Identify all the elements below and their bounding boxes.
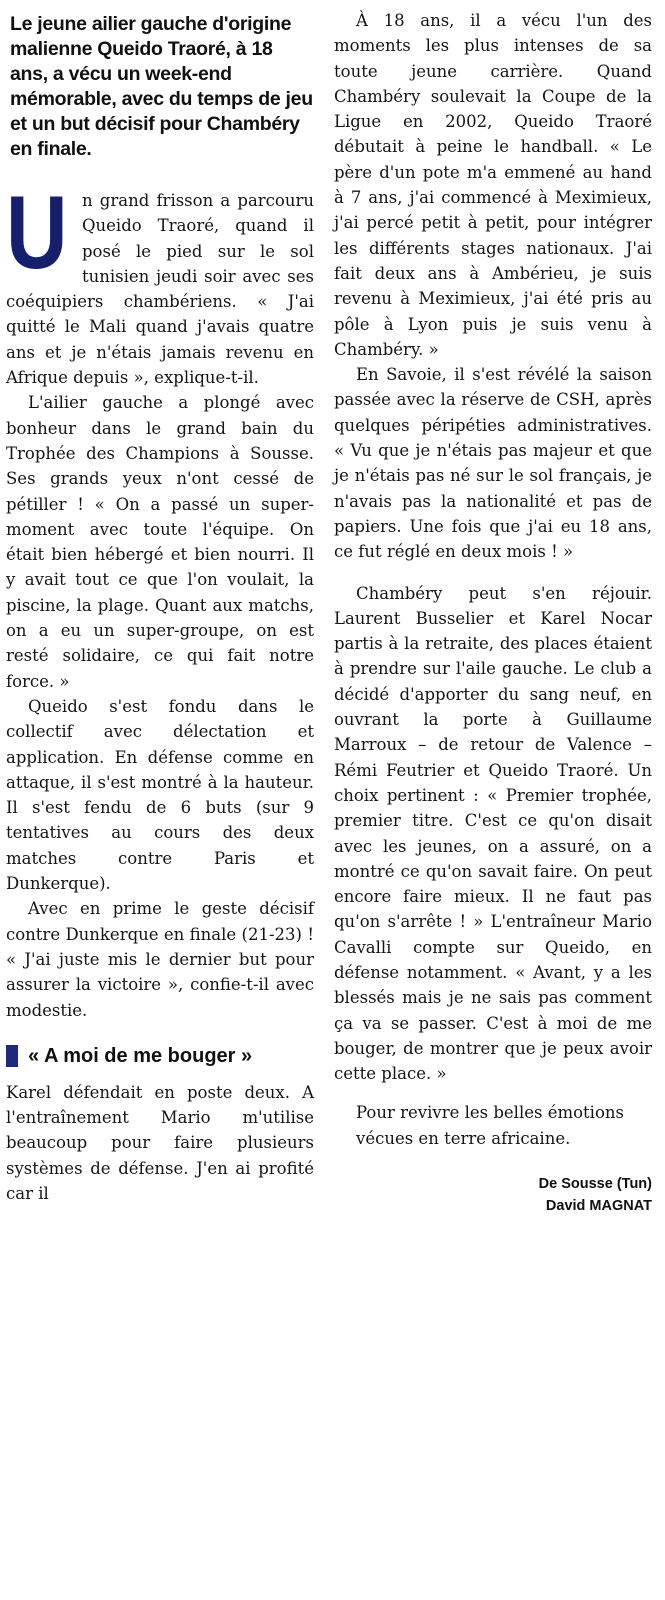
paragraph-8: Chambéry peut s'en réjouir. Laurent Busselier et Karel Nocar partis à la retraite, des places étaient à prendre sur l'aile gauche. Le club a décidé d'apporter du sang neuf, en ouvrant la porte à Guillaume Marroux – de retour de Valence – Rémi Feutrier et Queido Traoré. Un choix pertinent : « Premier trophée, premier titre. C'est ce qu'on disait avec les jeunes, on a assuré, on a montré ce qu'on savait faire. On peut encore faire mieux. Il ne faut pas qu'on s'arrête ! » L'entraîneur Mario Cavalli compte sur Queido, en défense notamment. « Avant, y a les blessés mais je ne sais pas comment ça va se passer. C'est à moi de me bouger, de montrer que je peux avoir cette place. » bbox=[334, 583, 652, 1084]
byline-author: David MAGNAT bbox=[545, 1198, 652, 1215]
paragraph-3: Queido s'est fondu dans le collectif avec délectation et application. En défense comme en attaque, il s'est montré à la hauteur. Il s'est fendu de 6 buts (sur 9 tentatives au cours des deux matches contre Paris et Dunkerque). bbox=[6, 696, 314, 894]
paragraph-7: En Savoie, il s'est révélé la saison passée avec la réserve de CSH, après quelques péripéties administratives. « Vu que je n'étais pas majeur et que je n'étais pas né sur le sol français, je n'avais pas la nationalité et pas de papiers. Une fois que j'ai eu 18 ans, ce fut réglé en deux mois ! » bbox=[334, 365, 652, 562]
article-body-right bbox=[334, 8, 652, 1086]
byline-location: De Sousse (Tun) bbox=[538, 1176, 652, 1193]
article-lede: Le jeune ailier gauche d'origine malienne Queido Traoré, à 18 ans, a vécu un week-end mémorable, avec du temps de jeu et un but décisif pour Chambéry en finale. bbox=[10, 13, 313, 160]
paragraph-6: À 18 ans, il a vécu l'un des moments les plus intenses de sa toute jeune carrière. Quand Chambéry soulevait la Coupe de la Ligue en 2002, Queido Traoré débutait à peine le handball. « Le père d'un pote m'a emmené au hand à 7 ans, j'ai commencé à Meximieux, j'ai percé petit à petit, pour intégrer les différents stages nationaux. J'ai fait deux ans à Ambérieu, je suis revenu à Meximieux, j'ai été pris au pôle à Lyon puis je suis venu à Chambéry. » bbox=[334, 11, 652, 359]
paragraph-4: Avec en prime le geste décisif contre Dunkerque en finale (21-23) ! « J'ai juste mis le dernier but pour assurer la victoire », confie-t-il avec modestie. bbox=[6, 899, 314, 1020]
paragraph-1-text: n grand frisson a parcouru Queido Traoré, quand il posé le pied sur le sol tunisien jeudi soir avec ses coéquipiers chambériens. « J'ai quitté le Mali quand j'avais quatre ans et je n'étais jamais revenu en Afrique depuis », explique-t-il. bbox=[6, 191, 314, 388]
byline bbox=[334, 1173, 652, 1217]
closing-text: Pour revivre les belles émotions vécues en terre africaine. bbox=[356, 1103, 624, 1148]
right-column bbox=[334, 8, 652, 1217]
subheading bbox=[6, 1045, 314, 1068]
subheading-marker bbox=[6, 1045, 18, 1067]
left-column bbox=[6, 8, 314, 1206]
subheading-text: « A moi de me bouger » bbox=[28, 1044, 253, 1067]
closing-note bbox=[334, 1100, 652, 1151]
paragraph-5: Karel défendait en poste deux. A l'entraînement Mario m'utilise beaucoup pour faire plusieurs systèmes de défense. J'en ai profité car il bbox=[6, 1082, 314, 1203]
drop-cap: U bbox=[6, 175, 68, 291]
article-body-left-bottom bbox=[6, 1080, 314, 1206]
paragraph-1 bbox=[6, 175, 314, 390]
paragraph-2: L'ailier gauche a plongé avec bonheur dans le grand bain du Trophée des Champions à Sousse. Ses grands yeux n'ont cessé de pétiller ! « On a passé un super-moment avec toute l'équipe. On était bien hébergé et bien nourri. Il y avait tout ce que l'on voulait, la piscine, la plage. Quant aux matchs, on a eu un super-groupe, on est resté solidaire, ce qui fait notre force. » bbox=[6, 393, 314, 691]
article-body-left bbox=[6, 175, 314, 1023]
